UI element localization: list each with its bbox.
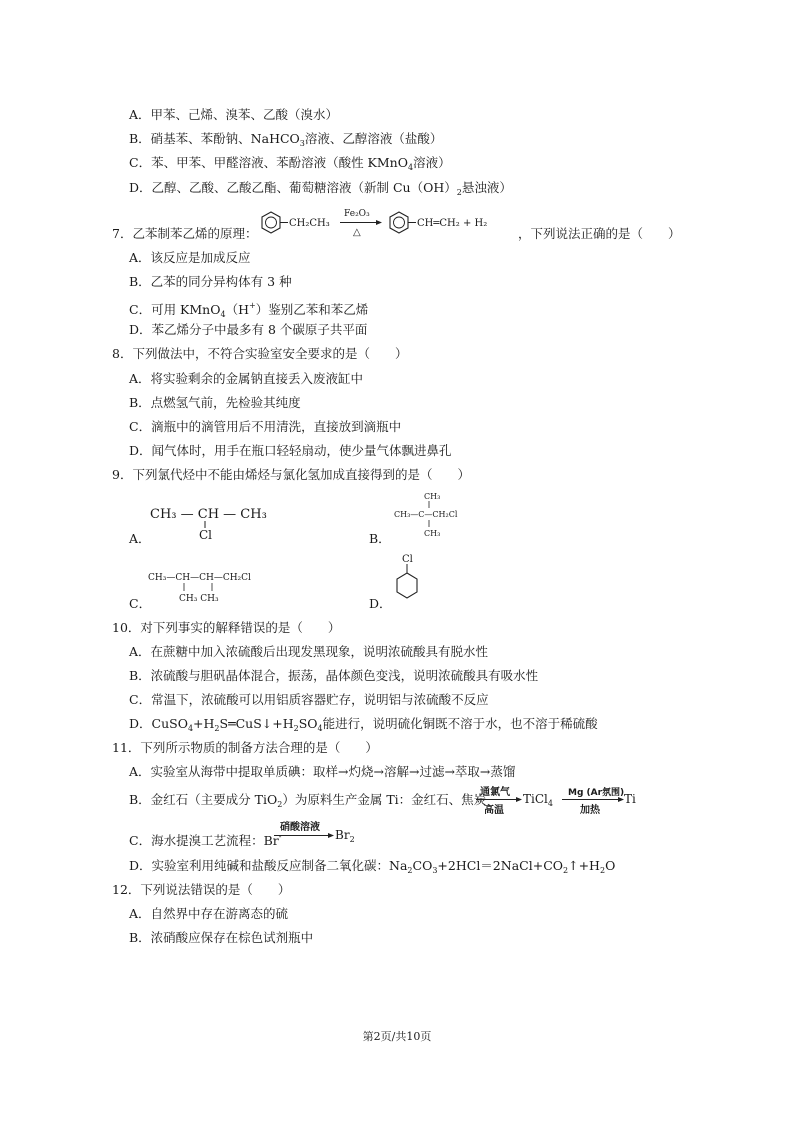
q9-c-methyls: CH₃ CH₃ <box>179 594 219 604</box>
q11-option-c-reaction <box>274 820 374 844</box>
q11-stem: 11．下列所示物质的制备方法合理的是（ ） <box>112 740 378 755</box>
q10-option-c: C．常温下，浓硫酸可以用铝质容器贮存，说明铝与浓硫酸不反应 <box>129 692 489 707</box>
q9-c-main-chain: CH₃—CH—CH—CH₂Cl <box>148 573 251 583</box>
q9-a-chlorine: Cl <box>199 528 213 542</box>
q9-option-b-label: B． <box>369 531 391 546</box>
q11-option-d: D．实验室利用纯碱和盐酸反应制备二氧化碳：$Na_2CO_3+2HCl=2NaCl+CO_2↑+H_2O$ <box>129 858 616 875</box>
q9-option-c-structure <box>146 566 276 606</box>
q12-stem: 12．下列说法错误的是（ ） <box>112 882 291 897</box>
q12-option-b: B．浓硝酸应保存在棕色试剂瓶中 <box>129 930 314 945</box>
q9-option-c-label: C． <box>129 596 152 611</box>
q11-option-b-reaction <box>476 784 636 818</box>
q7-option-c: C．可用 KMnO$_4$（H+）鉴别乙苯和苯乙烯 <box>129 301 369 319</box>
q11-b-ticl4: TiCl$_4$ <box>523 792 553 808</box>
benzene-ring-icon <box>390 212 408 233</box>
q8-option-c: C．滴瓶中的滴管用后不用清洗，直接放到滴瓶中 <box>129 419 402 434</box>
q9-option-b-structure <box>392 489 482 545</box>
q11-b-arrow1-top: 通氯气 <box>480 787 510 798</box>
q8-stem: 8．下列做法中，不符合实验室安全要求的是（ ） <box>112 346 408 361</box>
benzene-ring-icon <box>262 212 280 233</box>
q11-b-ti: Ti <box>624 792 636 806</box>
q9-option-d-label: D． <box>369 596 392 611</box>
q8-option-d: D．闻气体时，用手在瓶口轻轻扇动，使少量气体飘进鼻孔 <box>129 443 452 458</box>
q7-reactant: CH₂CH₃ <box>289 218 330 229</box>
q11-option-b-text: B．金红石（主要成分 TiO$_2$）为原料生产金属 Ti：金红石、焦炭 <box>129 792 487 809</box>
q9-a-main-chain: CH₃ — CH — CH₃ <box>150 507 267 522</box>
q7-stem-prefix: 7．乙苯制苯乙烯的原理： <box>112 226 258 241</box>
q9-option-d-structure <box>392 551 432 607</box>
q7-option-d: D．苯乙烯分子中最多有 8 个碳原子共平面 <box>129 322 368 337</box>
q8-option-a: A．将实验剩余的金属钠直接丢入废液缸中 <box>129 371 364 386</box>
q10-option-a: A．在蔗糖中加入浓硫酸后出现发黑现象，说明浓硫酸具有脱水性 <box>129 644 489 659</box>
q7-stem-suffix: ，下列说法正确的是（ ） <box>518 226 681 241</box>
q7-reaction-equation <box>252 204 516 242</box>
q11-b-arrow2-bottom: 加热 <box>580 805 600 816</box>
q9-b-main-chain: CH₃—C—CH₂Cl <box>394 510 458 519</box>
q7-product: CH═CH₂ + H₂ <box>417 218 488 229</box>
q9-stem: 9．下列氯代烃中不能由烯烃与氯化氢加成直接得到的是（ ） <box>112 467 470 482</box>
q10-stem: 10．对下列事实的解释错误的是（ ） <box>112 620 341 635</box>
q8-option-b: B．点燃氢气前，先检验其纯度 <box>129 395 301 410</box>
q11-b-arrow2-top: Mg (Ar氛围) <box>568 788 625 798</box>
q7-catalyst: Fe₂O₃ <box>344 209 370 219</box>
cyclohexane-ring-icon <box>397 573 417 598</box>
q9-d-chlorine: Cl <box>402 554 413 565</box>
q7-heat-symbol: △ <box>353 227 361 238</box>
q7-option-a: A．该反应是加成反应 <box>129 250 251 265</box>
page-footer: 第2页/共10页 <box>362 1030 432 1043</box>
q11-option-a: A．实验室从海带中提取单质碘：取样→灼烧→溶解→过滤→萃取→蒸馏 <box>129 764 516 779</box>
q6-option-a: A．甲苯、己烯、溴苯、乙酸（溴水） <box>129 107 339 122</box>
q12-option-a: A．自然界中存在游离态的硫 <box>129 906 289 921</box>
q9-b-top-methyl: CH₃ <box>424 492 441 501</box>
q6-option-d: D．乙醇、乙酸、乙酸乙酯、葡萄糖溶液（新制 $Cu(OH)_2$悬浊液） <box>129 180 512 197</box>
q10-option-b: B．浓硫酸与胆矾晶体混合，振荡，晶体颜色变浅，说明浓硫酸具有吸水性 <box>129 668 539 683</box>
q7-option-b: B．乙苯的同分异构体有 3 种 <box>129 274 292 289</box>
q11-b-arrow1-bottom: 高温 <box>484 805 504 816</box>
q11-c-br2: $Br_2$ <box>335 828 355 844</box>
q6-option-c: C．苯、甲苯、甲醛溶液、苯酚溶液（酸性 KMnO$_4$溶液） <box>129 155 451 172</box>
q9-option-a-label: A． <box>129 531 151 546</box>
q11-c-arrow-top: 硝酸溶液 <box>280 822 320 833</box>
q9-b-bottom-methyl: CH₃ <box>424 529 441 538</box>
q10-option-d: D．$CuSO_4+H_2S═CuS↓+H_2SO_4$能进行，说明硫化铜既不溶于水，也不溶于稀硫酸 <box>129 716 598 733</box>
q6-option-b: B．硝基苯、苯酚钠、NaHCO$_3$溶液、乙醇溶液（盐酸） <box>129 131 443 148</box>
q11-option-c-text: C．海水提溴工艺流程：Br- <box>129 832 282 848</box>
q9-option-a-structure <box>148 503 268 543</box>
